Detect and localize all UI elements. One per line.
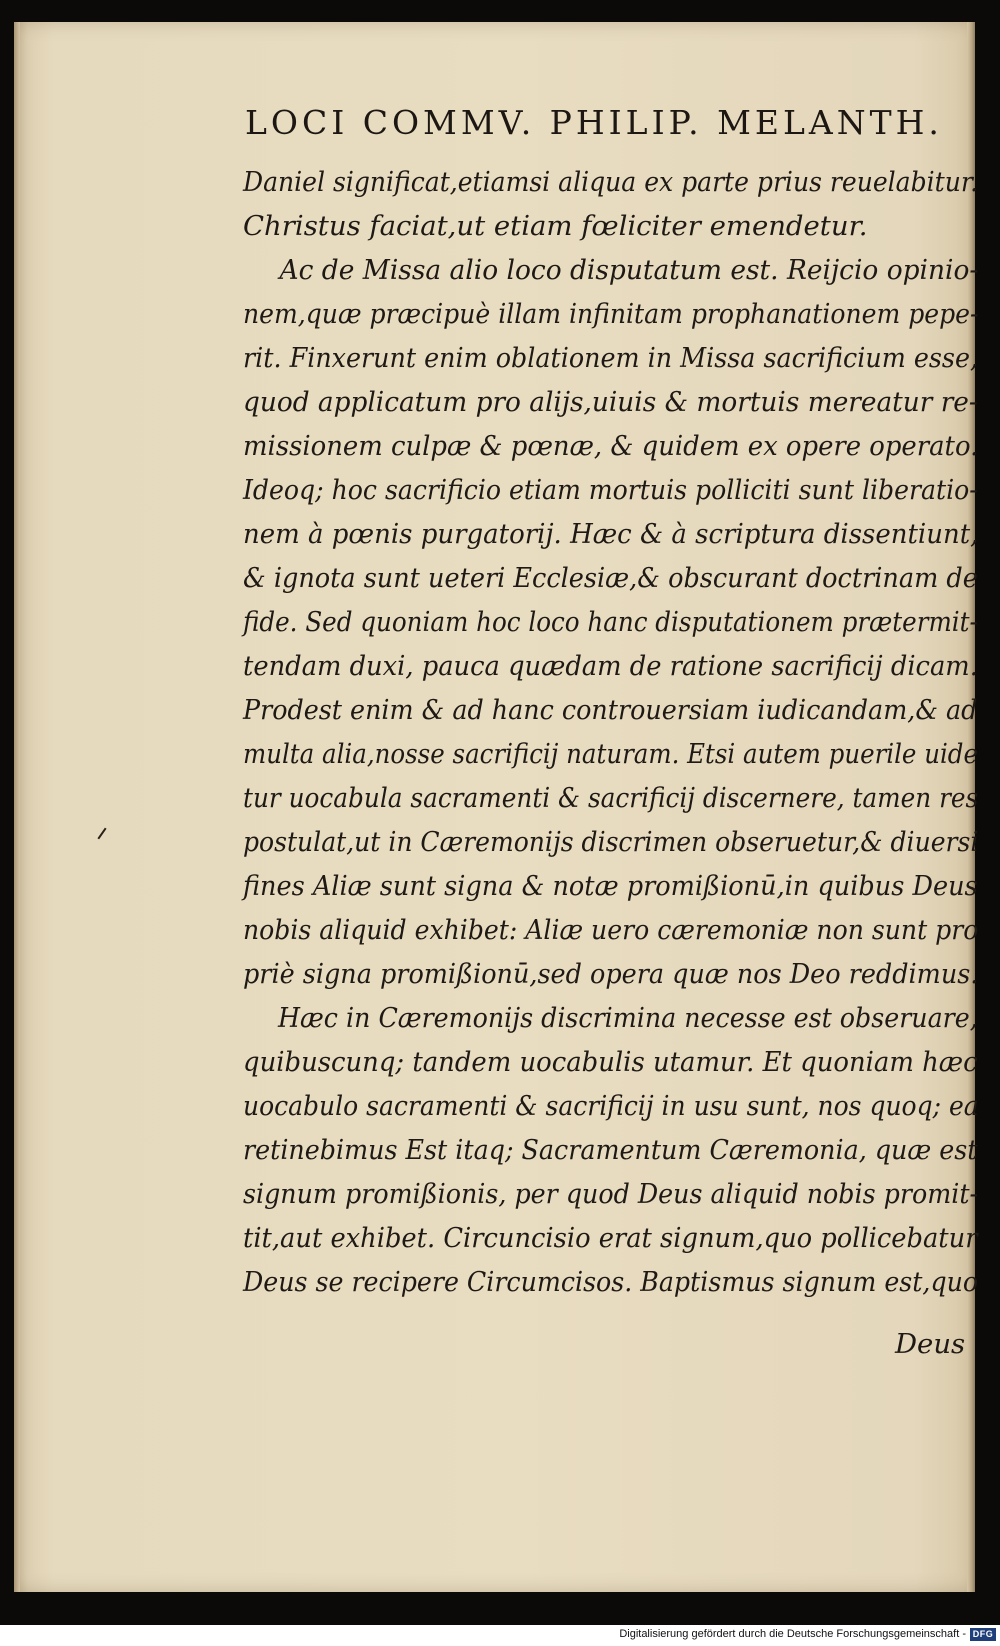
text-line: fines Aliæ sunt signa & notæ promißionū,in quibus Deus — [243, 870, 978, 902]
text-line: Ideoq; hoc sacrificio etiam mortuis polliciti sunt liberatio- — [243, 474, 978, 506]
text-line: signum promißionis, per quod Deus aliquid nobis promit- — [243, 1178, 979, 1210]
text-line: nem,quæ præcipuè illam infinitam prophanationem pepe- — [243, 298, 979, 330]
text-line: & ignota sunt ueteri Ecclesiæ,& obscurant doctrinam de — [243, 562, 978, 594]
text-line: retinebimus Est itaq; Sacramentum Cæremonia, quæ est — [243, 1134, 978, 1166]
text-line: rit. Finxerunt enim oblationem in Missa sacrificium esse, — [243, 342, 979, 374]
text-line: multa alia,nosse sacrificij naturam. Etsi autem puerile uide — [243, 738, 978, 770]
footer-bar — [0, 1625, 1000, 1646]
text-line: uocabulo sacramenti & sacrificij in usu sunt, nos quoq; ea — [243, 1090, 979, 1122]
footer-credit: Digitalisierung gefördert durch die Deutsche Forschungsgemeinschaft - — [619, 1628, 966, 1640]
text-line: missionem culpæ & pœnæ, & quidem ex opere operato. — [243, 430, 979, 462]
scan-border-top — [0, 0, 1000, 22]
text-line: quod applicatum pro alijs,uiuis & mortuis mereatur re- — [243, 386, 978, 418]
running-head: LOCI COMMV. PHILIP. MELANTH. — [245, 103, 943, 142]
body-text — [243, 160, 978, 1304]
page-gutter-edge — [14, 22, 20, 1592]
text-line: nobis aliquid exhibet: Aliæ uero cæremoniæ non sunt pro — [243, 914, 979, 946]
text-line: Daniel significat,etiamsi aliqua ex parte prius reuelabitur. — [243, 166, 979, 198]
text-line: Deus se recipere Circumcisos. Baptismus signum est,quo — [243, 1266, 979, 1298]
text-line: fide. Sed quoniam hoc loco hanc disputationem prætermit- — [243, 606, 978, 638]
text-line: tit,aut exhibet. Circuncisio erat signum,quo pollicebatur — [243, 1222, 978, 1254]
text-line: tur uocabula sacramenti & sacrificij discernere, tamen res — [243, 782, 979, 814]
dfg-logo: DFG — [970, 1628, 996, 1641]
text-line: Prodest enim & ad hanc controuersiam iudicandam,& ad — [243, 694, 978, 726]
text-line: postulat,ut in Cæremonijs discrimen obseruetur,& diuersi — [243, 826, 979, 858]
text-line: quibuscunq; tandem uocabulis utamur. Et quoniam hæc — [243, 1046, 978, 1078]
text-line: Hæc in Cæremonijs discrimina necesse est obseruare, — [277, 1002, 978, 1034]
scan-border-right — [975, 0, 1000, 1625]
text-line: nem à pœnis purgatorij. Hæc & à scriptura dissentiunt, — [243, 518, 979, 550]
scan-border-bottom — [0, 1592, 1000, 1625]
scan-border-left — [0, 0, 14, 1625]
text-line: tendam duxi, pauca quædam de ratione sacrificij dicam. — [243, 650, 978, 682]
text-line: Ac de Missa alio loco disputatum est. Reijcio opinio- — [279, 254, 979, 286]
catchword: Deus — [895, 1328, 966, 1360]
text-line: priè signa promißionū,sed opera quæ nos Deo reddimus. — [243, 958, 979, 990]
text-line: Christus faciat,ut etiam fœliciter emendetur. — [243, 210, 868, 242]
